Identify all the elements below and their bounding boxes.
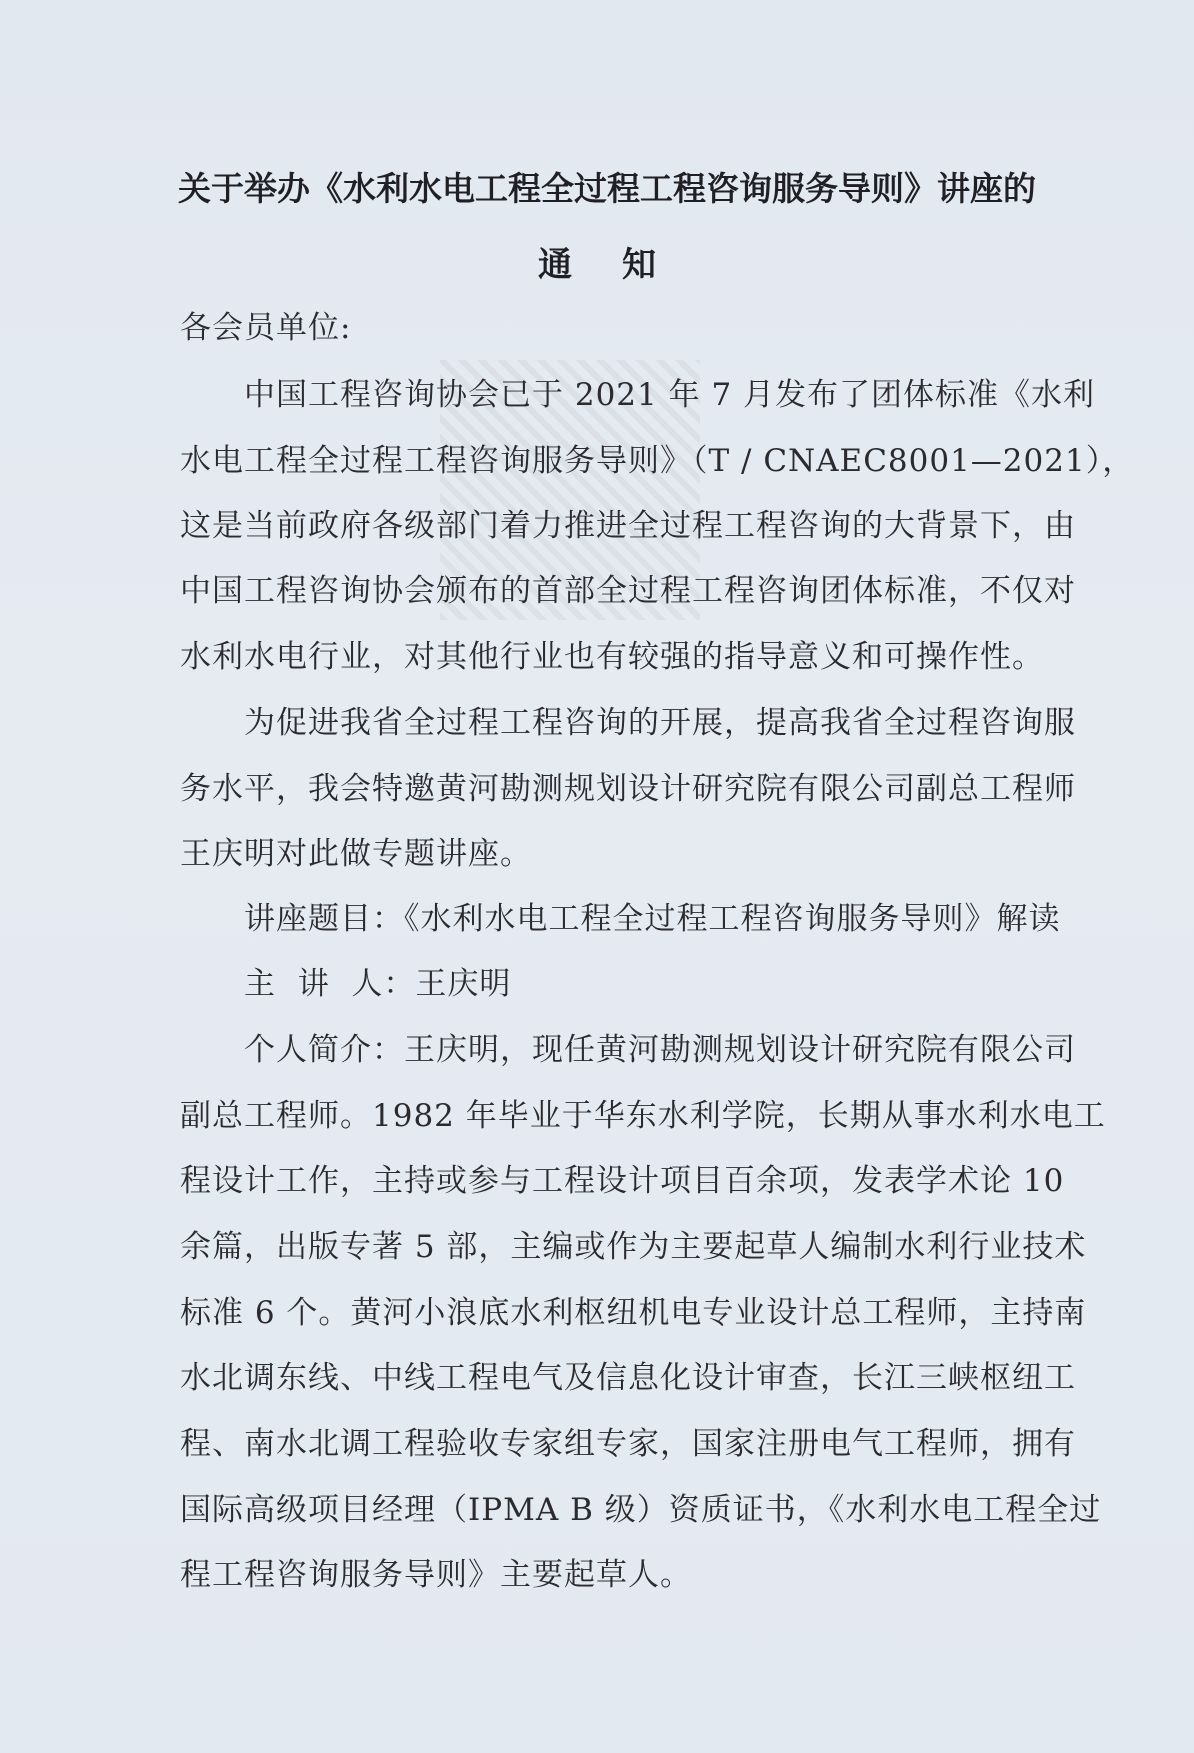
paragraph-line: 标准 6 个。黄河小浪底水利枢纽机电专业设计总工程师，主持南 xyxy=(180,1295,1087,1331)
lecture-topic: 讲座题目：《水利水电工程全过程工程咨询服务导则》解读 xyxy=(244,901,1061,937)
paragraph-line: 国际高级项目经理（IPMA B 级）资质证书，《水利水电工程全过 xyxy=(180,1492,1102,1528)
paragraph-line: 中国工程咨询协会已于 2021 年 7 月发布了团体标准《水利 xyxy=(244,377,1096,413)
paragraph-line: 这是当前政府各级部门着力推进全过程工程咨询的大背景下，由 xyxy=(180,508,1076,544)
paragraph-line: 王庆明对此做专题讲座。 xyxy=(180,836,532,872)
paragraph-line: 水电工程全过程工程咨询服务导则》（T / CNAEC8001—2021）， xyxy=(180,443,1135,479)
paragraph-line: 程、南水北调工程验收专家组专家，国家注册电气工程师，拥有 xyxy=(180,1426,1076,1462)
paragraph-line: 程设计工作，主持或参与工程设计项目百余项，发表学术论 10 xyxy=(180,1163,1065,1199)
paragraph-line: 为促进我省全过程工程咨询的开展，提高我省全过程咨询服 xyxy=(244,705,1076,741)
paragraph-line: 副总工程师。1982 年毕业于华东水利学院，长期从事水利水电工 xyxy=(180,1098,1106,1134)
paragraph-line: 余篇，出版专著 5 部，主编或作为主要起草人编制水利行业技术 xyxy=(180,1229,1087,1265)
paragraph-line: 水利水电行业，对其他行业也有较强的指导意义和可操作性。 xyxy=(180,639,1044,675)
paragraph-line: 务水平，我会特邀黄河勘测规划设计研究院有限公司副总工程师 xyxy=(180,771,1076,807)
paragraph-line: 中国工程咨询协会颁布的首部全过程工程咨询团体标准，不仅对 xyxy=(180,573,1076,609)
lecture-speaker: 主 讲 人：王庆明 xyxy=(244,966,512,1002)
paragraph-line: 个人简介：王庆明，现任黄河勘测规划设计研究院有限公司 xyxy=(244,1032,1076,1068)
document-title: 关于举办《水利水电工程全过程工程咨询服务导则》讲座的 xyxy=(178,169,1036,208)
salutation: 各会员单位: xyxy=(180,310,352,346)
paragraph-line: 程工程咨询服务导则》主要起草人。 xyxy=(180,1557,692,1593)
document-subtitle: 通知 xyxy=(538,245,706,285)
paragraph-line: 水北调东线、中线工程电气及信息化设计审查，长江三峡枢纽工 xyxy=(180,1360,1076,1396)
